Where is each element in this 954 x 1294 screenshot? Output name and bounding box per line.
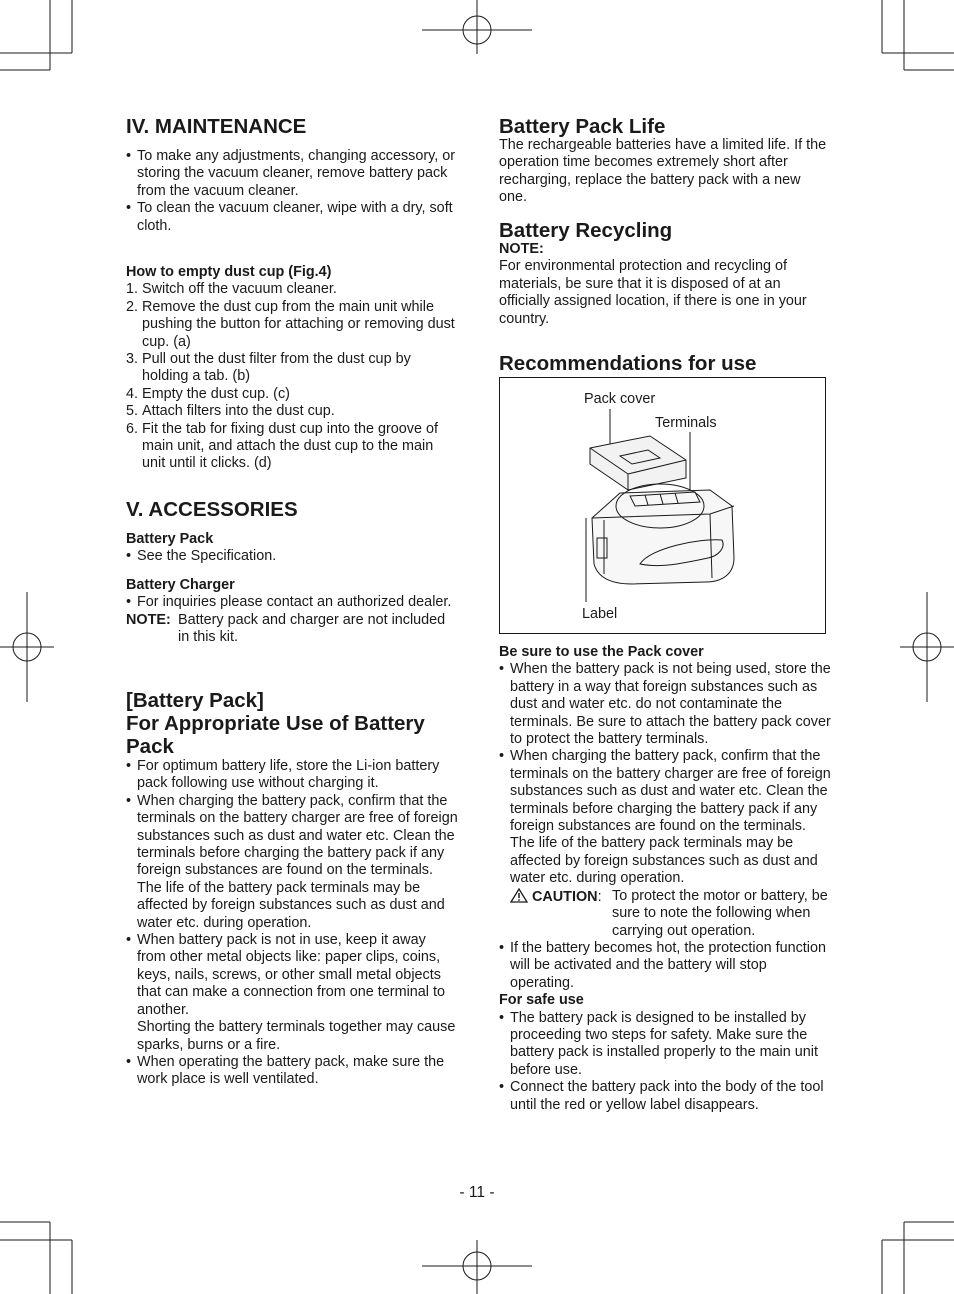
appropriate-use-bullets [126, 758, 458, 1089]
caution-note: CAUTION: To protect the motor or battery, be sure to note the following when carrying out operation. [510, 888, 831, 940]
safe-use-heading: For safe use [499, 992, 584, 1009]
list-item: 1. Switch off the vacuum cleaner. [126, 281, 337, 298]
appropriate-use-title: [Battery Pack] For Appropriate Use of Battery Pack [126, 689, 425, 758]
recycling-text: For environmental protection and recycling of materials, be sure that it is disposed of at an officially assigned location, if there is one in your country. [499, 258, 807, 327]
label-label: Label [582, 606, 618, 622]
list-item: • When charging the battery pack, confirm that the terminals on the battery charger are free of foreign substances such as dust and water etc. Clean the terminals before charging the battery pack if any foreign substances are found on the terminals. The life of the battery pack terminals may be affected by foreign substances such as dust and water etc. during operation. [126, 793, 458, 932]
pack-life-title: Battery Pack Life [499, 115, 666, 138]
pack-cover-heading: Be sure to use the Pack cover [499, 644, 704, 660]
recommendations-title: Recommendations for use [499, 352, 757, 375]
list-item: • If the battery becomes hot, the protection function will be activated and the battery will stop operating. [499, 940, 831, 992]
list-item: • For inquiries please contact an authorized dealer. [126, 594, 458, 611]
dust-cup-section [126, 264, 458, 473]
list-item: 6. Fit the tab for fixing dust cup into the groove of main unit, and attach the dust cup to the main unit until it clicks. (d) [126, 420, 438, 472]
maintenance-bullets [126, 148, 458, 235]
battery-charger-heading: Battery Charger [126, 576, 235, 593]
recycling-note-label: NOTE: [499, 241, 544, 257]
list-item: • To make any adjustments, changing accessory, or storing the vacuum cleaner, remove battery pack from the vacuum cleaner. [126, 148, 458, 200]
accessories-title: V. ACCESSORIES [126, 498, 298, 521]
dust-cup-heading: How to empty dust cup (Fig.4) [126, 264, 332, 280]
list-item: • When battery pack is not in use, keep it away from other metal objects like: paper clips, coins, keys, nails, screws, or other small metal objects that can make a connection from one terminal to another. Shorting the battery terminals together may cause sparks, burns or a fire. [126, 932, 458, 1054]
warning-icon [510, 888, 528, 903]
list-item: • To clean the vacuum cleaner, wipe with a dry, soft cloth. [126, 200, 458, 235]
pack-life-text: The rechargeable batteries have a limited life. If the operation time becomes extremely short after recharging, replace the battery pack with a new one. [499, 137, 827, 206]
page-number: - 11 - [459, 1184, 495, 1201]
list-item: • Connect the battery pack into the body of the tool until the red or yellow label disappears. [499, 1079, 831, 1114]
maintenance-title: IV. MAINTENANCE [126, 115, 307, 138]
list-item: 2. Remove the dust cup from the main unit while pushing the button for attaching or removing dust cup. (a) [126, 298, 455, 350]
pack-cover-label: Pack cover [584, 391, 656, 407]
list-item: 4. Empty the dust cup. (c) [126, 385, 290, 402]
recycling-section [499, 241, 831, 328]
recommendations-section [499, 644, 831, 1114]
list-item: 5. Attach filters into the dust cup. [126, 403, 335, 420]
list-item: • When operating the battery pack, make sure the work place is well ventilated. [126, 1054, 458, 1089]
list-item: • For optimum battery life, store the Li-ion battery pack following use without charging it. [126, 758, 458, 793]
list-item: • When the battery pack is not being used, store the battery in a way that foreign substances such as dust and water etc. do not contaminate the terminals. Be sure to attach the battery pack cover to protect the battery terminals. [499, 661, 831, 748]
battery-figure [499, 377, 826, 634]
list-item: • The battery pack is designed to be installed by proceeding two steps for safety. Make sure the battery pack is installed properly to the main unit before use. [499, 1010, 831, 1080]
list-item: • See the Specification. [126, 548, 458, 565]
battery-pack-illustration [500, 378, 825, 633]
terminals-label: Terminals [655, 415, 717, 431]
list-item: 3. Pull out the dust filter from the dust cup by holding a tab. (b) [126, 351, 411, 385]
accessories-note: NOTE: Battery pack and charger are not included in this kit. [126, 611, 446, 646]
battery-pack-heading: Battery Pack [126, 531, 214, 547]
list-item: • When charging the battery pack, confirm that the terminals on the battery charger are free of foreign substances such as dust and water etc. Clean the terminals before charging the battery pack if any foreign substances are found on the terminals. The life of the battery pack terminals may be affected by foreign substances such as dust and water etc. during operation. CAUTION: To protect the motor or battery, be sure to note the following when carrying out operation. [499, 748, 831, 939]
recycling-title: Battery Recycling [499, 219, 673, 242]
accessories-section [126, 531, 458, 646]
